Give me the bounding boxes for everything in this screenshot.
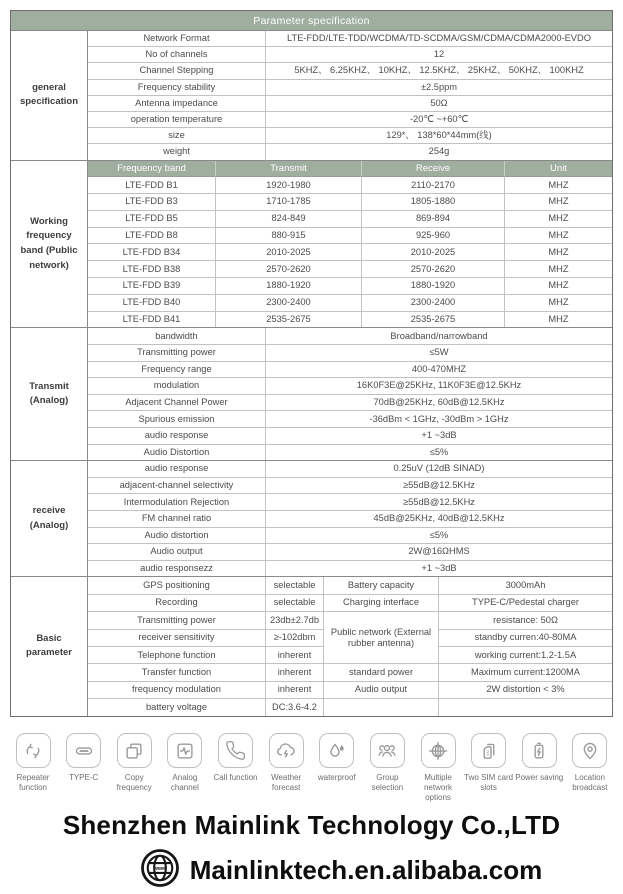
band-cell: LTE-FDD B39 bbox=[88, 278, 216, 295]
param-name: Battery capacity bbox=[324, 577, 439, 594]
feature-call bbox=[211, 733, 261, 803]
param-value: resistance: 50Ω bbox=[439, 612, 612, 629]
feature-type-c bbox=[59, 733, 109, 803]
feature-label: waterproof bbox=[317, 773, 356, 782]
param-name: battery voltage bbox=[88, 699, 266, 715]
col-header-receive: Receive bbox=[362, 161, 505, 178]
feature-label: TYPE-C bbox=[68, 773, 99, 782]
two-sim-icon bbox=[471, 733, 506, 768]
feature-label: Power saving bbox=[515, 773, 564, 782]
param-name: No of channels bbox=[88, 47, 266, 63]
section-category: general specification bbox=[11, 31, 88, 160]
feature-group-selection bbox=[362, 733, 412, 803]
repeater-icon bbox=[16, 733, 51, 768]
param-value: DC:3.6-4.2 bbox=[266, 699, 324, 715]
param-value: ≤5% bbox=[266, 445, 612, 461]
unit-cell: MHZ bbox=[505, 211, 612, 228]
type-c-icon bbox=[66, 733, 101, 768]
band-cell: LTE-FDD B34 bbox=[88, 244, 216, 261]
param-value: ≤5% bbox=[266, 528, 612, 545]
param-name: modulation bbox=[88, 378, 266, 395]
feature-multiple-network bbox=[413, 733, 463, 803]
param-value: TYPE-C/Pedestal charger bbox=[439, 595, 612, 612]
band-cell: LTE-FDD B1 bbox=[88, 177, 216, 194]
param-name: Frequency stability bbox=[88, 80, 266, 96]
group-selection-icon bbox=[370, 733, 405, 768]
empty-cell bbox=[439, 699, 612, 715]
param-name: FM channel ratio bbox=[88, 511, 266, 528]
multiple-network-icon bbox=[421, 733, 456, 768]
param-name: Transmitting power bbox=[88, 612, 266, 629]
receive-cell: 869-894 bbox=[362, 211, 505, 228]
param-value: Maximum current:1200MA bbox=[439, 664, 612, 681]
param-name: Recording bbox=[88, 595, 266, 612]
param-name: Transfer function bbox=[88, 664, 266, 681]
receive-cell: 2110-2170 bbox=[362, 177, 505, 194]
param-value: working current:1.2-1.5A bbox=[439, 647, 612, 664]
receive-cell: 925-960 bbox=[362, 228, 505, 245]
feature-label: Weather forecast bbox=[271, 773, 302, 792]
receive-cell: 2570-2620 bbox=[362, 261, 505, 278]
param-value: 12 bbox=[266, 47, 612, 63]
param-value: LTE-FDD/LTE-TDD/WCDMA/TD-SCDMA/GSM/CDMA/CDMA2000-EVDO bbox=[266, 31, 612, 47]
band-cell: LTE-FDD B3 bbox=[88, 194, 216, 211]
frequency-grid bbox=[88, 161, 612, 328]
transmit-cell: 824-849 bbox=[216, 211, 362, 228]
parameter-spec-table bbox=[10, 10, 613, 717]
param-value: +1 ~3dB bbox=[266, 561, 612, 577]
param-value: -36dBm < 1GHz, -30dBm > 1GHz bbox=[266, 411, 612, 428]
unit-cell: MHZ bbox=[505, 278, 612, 295]
param-name: weight bbox=[88, 144, 266, 159]
receive-cell: 2010-2025 bbox=[362, 244, 505, 261]
param-name: Audio distortion bbox=[88, 528, 266, 545]
param-name: Adjacent Channel Power bbox=[88, 395, 266, 412]
band-cell: LTE-FDD B38 bbox=[88, 261, 216, 278]
param-name: Transmitting power bbox=[88, 345, 266, 362]
unit-cell: MHZ bbox=[505, 194, 612, 211]
param-name: audio response bbox=[88, 428, 266, 445]
param-value: ≥-102dbm bbox=[266, 630, 324, 647]
feature-waterproof bbox=[312, 733, 362, 803]
power-saving-icon bbox=[522, 733, 557, 768]
section-general bbox=[11, 30, 612, 160]
transmit-cell: 1710-1785 bbox=[216, 194, 362, 211]
feature-analog-channel bbox=[160, 733, 210, 803]
band-cell: LTE-FDD B41 bbox=[88, 312, 216, 328]
receive-grid bbox=[88, 461, 612, 576]
waterproof-icon bbox=[319, 733, 354, 768]
feature-label: Two SIM card slots bbox=[464, 773, 514, 792]
param-name: operation temperature bbox=[88, 112, 266, 128]
param-value: +1 ~3dB bbox=[266, 428, 612, 445]
param-name: GPS positioning bbox=[88, 577, 266, 594]
unit-cell: MHZ bbox=[505, 312, 612, 328]
feature-location-broadcast bbox=[565, 733, 615, 803]
param-value: ≤5W bbox=[266, 345, 612, 362]
feature-label: Location broadcast bbox=[572, 773, 608, 792]
param-name: Audio Distortion bbox=[88, 445, 266, 461]
param-name: Charging interface bbox=[324, 595, 439, 612]
table-title: Parameter specification bbox=[11, 11, 612, 30]
empty-cell bbox=[324, 699, 439, 715]
param-name: Network Format bbox=[88, 31, 266, 47]
section-category: Working frequency band (Public network) bbox=[11, 161, 88, 328]
param-value: 129*、 138*60*44mm(线) bbox=[266, 128, 612, 144]
band-cell: LTE-FDD B40 bbox=[88, 295, 216, 312]
param-value: selectable bbox=[266, 595, 324, 612]
transmit-cell: 2010-2025 bbox=[216, 244, 362, 261]
location-broadcast-icon bbox=[572, 733, 607, 768]
section-category: Basic parameter bbox=[11, 577, 88, 715]
section-transmit bbox=[11, 327, 612, 460]
receive-cell: 1805-1880 bbox=[362, 194, 505, 211]
band-cell: LTE-FDD B8 bbox=[88, 228, 216, 245]
feature-icons-row bbox=[8, 733, 615, 803]
param-value: 45dB@25KHz, 40dB@12.5KHz bbox=[266, 511, 612, 528]
transmit-cell: 2300-2400 bbox=[216, 295, 362, 312]
company-name: Shenzhen Mainlink Technology Co.,LTD bbox=[62, 810, 561, 840]
feature-power-saving bbox=[514, 733, 564, 803]
feature-label: Group selection bbox=[371, 773, 404, 792]
unit-cell: MHZ bbox=[505, 177, 612, 194]
section-frequency-band bbox=[11, 160, 612, 328]
band-cell: LTE-FDD B5 bbox=[88, 211, 216, 228]
param-value: 50Ω bbox=[266, 96, 612, 112]
param-value: 5KHZ、 6.25KHZ、 10KHZ、 12.5KHZ、 25KHZ、 50KHZ、 100KHZ bbox=[266, 63, 612, 79]
transmit-grid bbox=[88, 328, 612, 460]
section-category: Transmit (Analog) bbox=[11, 328, 88, 460]
feature-two-sim bbox=[464, 733, 514, 803]
feature-copy-frequency bbox=[109, 733, 159, 803]
param-value: 254g bbox=[266, 144, 612, 159]
unit-cell: MHZ bbox=[505, 261, 612, 278]
merged-cell-public-network: Public network (External rubber antenna) bbox=[324, 612, 439, 664]
param-value: ±2.5ppm bbox=[266, 80, 612, 96]
param-name: Telephone function bbox=[88, 647, 266, 664]
general-grid bbox=[88, 31, 612, 160]
param-name: size bbox=[88, 128, 266, 144]
feature-weather bbox=[261, 733, 311, 803]
transmit-cell: 1880-1920 bbox=[216, 278, 362, 295]
transmit-cell: 880-915 bbox=[216, 228, 362, 245]
feature-label: Multiple network options bbox=[423, 773, 452, 802]
svg-text:www: www bbox=[153, 866, 166, 873]
copy-frequency-icon bbox=[117, 733, 152, 768]
col-header-transmit: Transmit bbox=[216, 161, 362, 178]
feature-label: Call function bbox=[213, 773, 258, 782]
website-url: Mainlinktech.en.alibaba.com bbox=[189, 855, 543, 885]
unit-cell: MHZ bbox=[505, 228, 612, 245]
feature-label: Copy frequency bbox=[116, 773, 152, 792]
param-value: 400-470MHZ bbox=[266, 362, 612, 379]
param-name: Audio output bbox=[88, 544, 266, 561]
param-name: bandwidth bbox=[88, 328, 266, 345]
param-name: Frequency range bbox=[88, 362, 266, 379]
section-basic bbox=[11, 576, 612, 715]
feature-label: Analog channel bbox=[170, 773, 199, 792]
receive-cell: 2300-2400 bbox=[362, 295, 505, 312]
param-name: audio responsezz bbox=[88, 561, 266, 577]
param-value: 23db±2.7db bbox=[266, 612, 324, 629]
param-value: inherent bbox=[266, 647, 324, 664]
param-name: standard power bbox=[324, 664, 439, 681]
param-value: inherent bbox=[266, 682, 324, 699]
param-name: audio response bbox=[88, 461, 266, 478]
param-name: frequency modulation bbox=[88, 682, 266, 699]
param-name: receiver sensitivity bbox=[88, 630, 266, 647]
call-function-icon bbox=[218, 733, 253, 768]
transmit-cell: 1920-1980 bbox=[216, 177, 362, 194]
globe-icon bbox=[139, 847, 181, 894]
section-receive bbox=[11, 460, 612, 576]
col-header-frequency-band: Frequency band bbox=[88, 161, 216, 178]
param-value: ≥55dB@12.5KHz bbox=[266, 494, 612, 511]
unit-cell: MHZ bbox=[505, 244, 612, 261]
weather-forecast-icon bbox=[269, 733, 304, 768]
param-value: -20℃ ~+60℃ bbox=[266, 112, 612, 128]
transmit-cell: 2570-2620 bbox=[216, 261, 362, 278]
unit-cell: MHZ bbox=[505, 295, 612, 312]
param-value: selectable bbox=[266, 577, 324, 594]
param-name: Intermodulation Rejection bbox=[88, 494, 266, 511]
feature-repeater bbox=[8, 733, 58, 803]
param-value: 3000mAh bbox=[439, 577, 612, 594]
param-value: 0.25uV (12dB SINAD) bbox=[266, 461, 612, 478]
receive-cell: 2535-2675 bbox=[362, 312, 505, 328]
receive-cell: 1880-1920 bbox=[362, 278, 505, 295]
param-name: Spurious emission bbox=[88, 411, 266, 428]
param-name: adjacent-channel selectivity bbox=[88, 478, 266, 495]
transmit-cell: 2535-2675 bbox=[216, 312, 362, 328]
param-name: Antenna impedance bbox=[88, 96, 266, 112]
param-value: ≥55dB@12.5KHz bbox=[266, 478, 612, 495]
param-value: 2W@16ΩHMS bbox=[266, 544, 612, 561]
website-row bbox=[0, 847, 623, 894]
param-value: inherent bbox=[266, 664, 324, 681]
section-category: receive (Analog) bbox=[11, 461, 88, 576]
param-name: Audio output bbox=[324, 682, 439, 699]
analog-channel-icon bbox=[167, 733, 202, 768]
param-value: 70dB@25KHz, 60dB@12.5KHz bbox=[266, 395, 612, 412]
svg-text:SIM: SIM bbox=[485, 749, 490, 756]
footer bbox=[0, 810, 623, 894]
param-value: standby curren:40-80MA bbox=[439, 630, 612, 647]
feature-label: Repeater function bbox=[16, 773, 50, 792]
col-header-unit: Unit bbox=[505, 161, 612, 178]
param-value: 16K0F3E@25KHz, 11K0F3E@12.5KHz bbox=[266, 378, 612, 395]
param-name: Channel Stepping bbox=[88, 63, 266, 79]
param-value: Broadband/narrowband bbox=[266, 328, 612, 345]
basic-grid bbox=[88, 577, 612, 715]
param-value: 2W distortion < 3% bbox=[439, 682, 612, 699]
